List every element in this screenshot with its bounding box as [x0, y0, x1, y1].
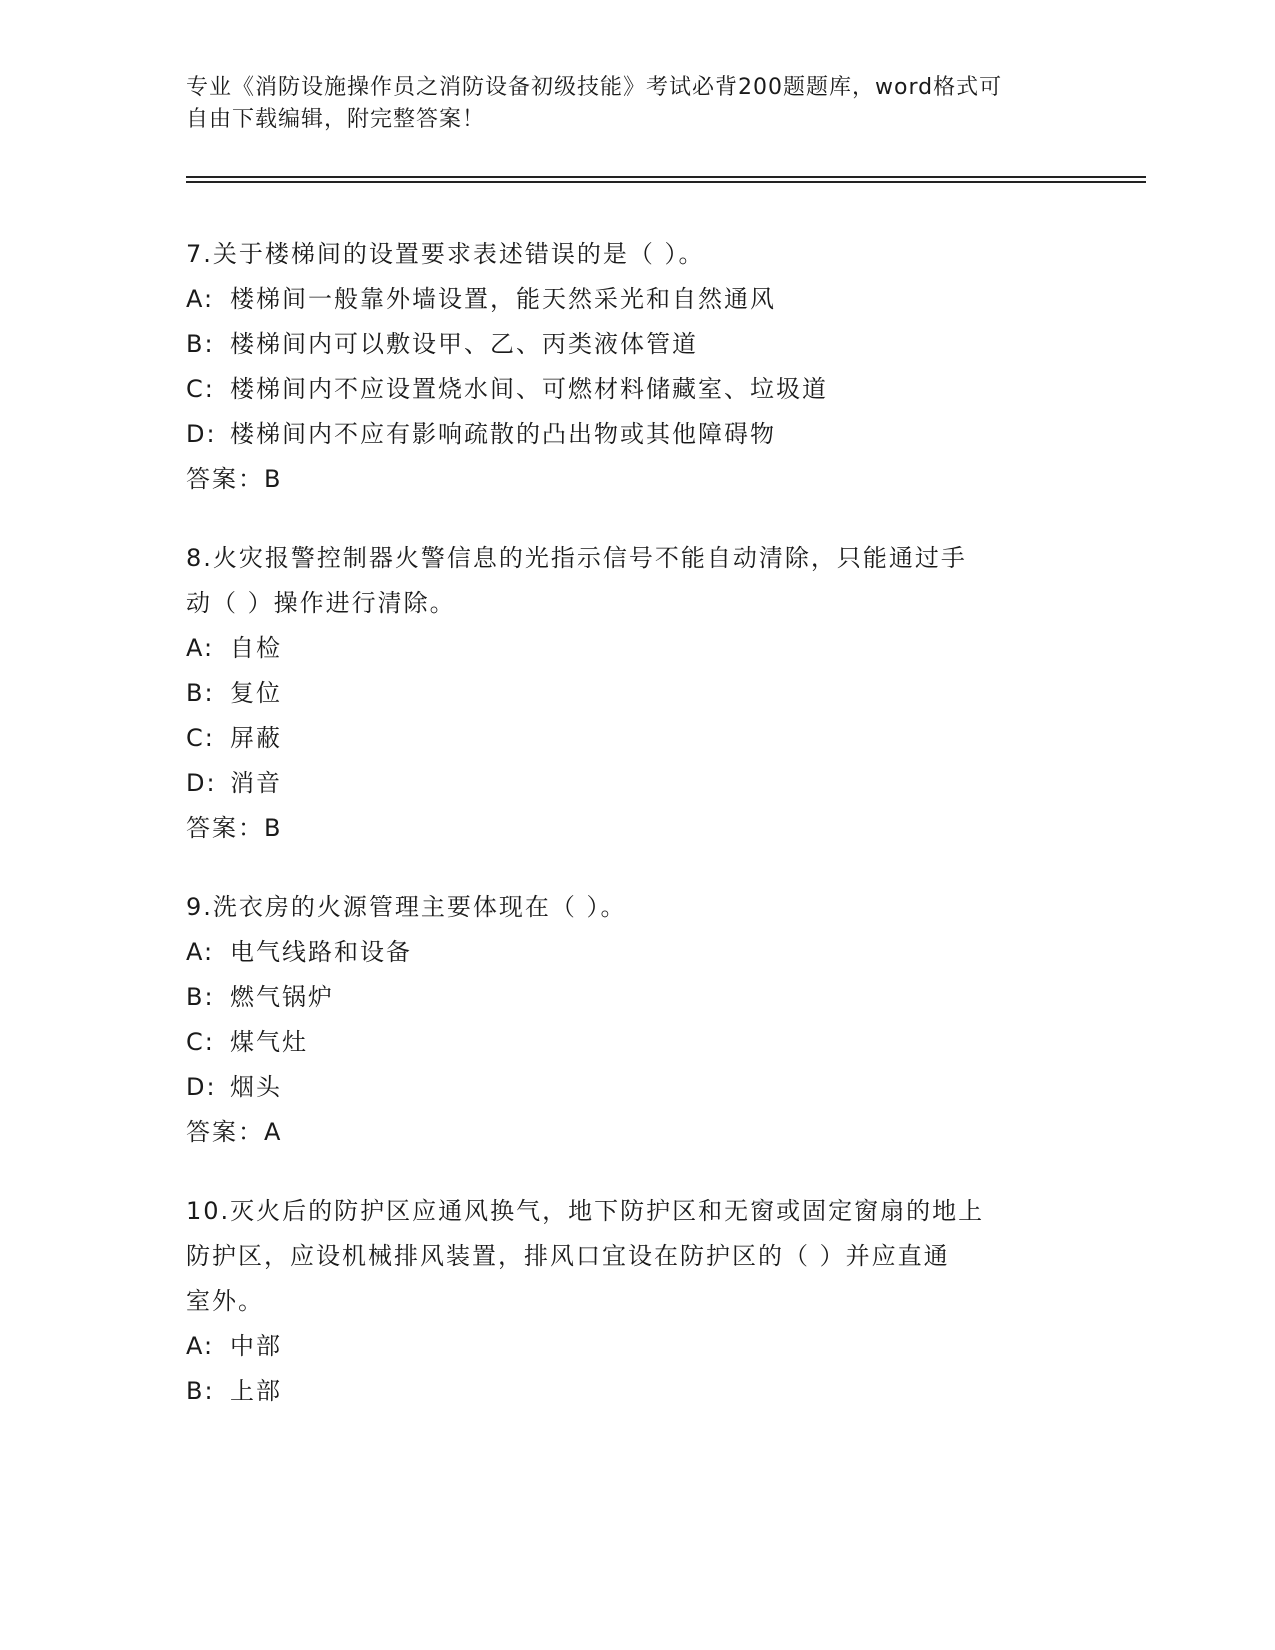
option-letter: B: — [186, 1377, 215, 1405]
option-b — [186, 671, 1086, 716]
option-b — [186, 322, 1086, 367]
option-letter: B: — [186, 983, 215, 1011]
question-item — [186, 1189, 1086, 1414]
option-d — [186, 1065, 1086, 1110]
option-letter: D: — [186, 420, 217, 448]
option-b — [186, 1369, 1086, 1414]
question-item — [186, 885, 1086, 1155]
option-text: 电气线路和设备 — [230, 938, 412, 966]
option-a — [186, 626, 1086, 671]
option-text: 中部 — [230, 1332, 282, 1360]
option-text: 煤气灶 — [230, 1028, 308, 1056]
option-text: 消音 — [230, 769, 282, 797]
question-stem: 9.洗衣房的火源管理主要体现在（ ）。 — [186, 893, 627, 921]
option-c — [186, 1020, 1086, 1065]
option-d — [186, 412, 1086, 457]
question-stem-line-2: 防护区，应设机械排风装置，排风口宜设在防护区的（ ）并应直通 — [186, 1242, 950, 1270]
option-text: 楼梯间内不应有影响疏散的凸出物或其他障碍物 — [230, 420, 776, 448]
header-divider-bottom — [186, 181, 1146, 183]
option-text: 上部 — [230, 1377, 282, 1405]
option-letter: C: — [186, 375, 215, 403]
header-line-2: 自由下载编辑，附完整答案！ — [186, 107, 486, 132]
option-d — [186, 761, 1086, 806]
question-item — [186, 232, 1086, 502]
question-stem-line-3: 室外。 — [186, 1287, 264, 1315]
header-divider-top — [186, 176, 1146, 178]
option-text: 自检 — [230, 634, 282, 662]
option-letter: D: — [186, 1073, 217, 1101]
question-list — [186, 232, 1086, 1448]
option-text: 楼梯间一般靠外墙设置，能天然采光和自然通风 — [230, 285, 776, 313]
option-letter: A: — [186, 938, 215, 966]
option-b — [186, 975, 1086, 1020]
option-c — [186, 716, 1086, 761]
answer-line: 答案：A — [186, 1118, 283, 1146]
option-letter: D: — [186, 769, 217, 797]
option-text: 复位 — [230, 679, 282, 707]
answer-line: 答案：B — [186, 465, 283, 493]
option-text: 楼梯间内不应设置烧水间、可燃材料储藏室、垃圾道 — [230, 375, 828, 403]
option-text: 烟头 — [230, 1073, 282, 1101]
question-stem-line-2: 动（ ）操作进行清除。 — [186, 589, 456, 617]
question-stem-line-1: 10.灭火后的防护区应通风换气，地下防护区和无窗或固定窗扇的地上 — [186, 1197, 985, 1225]
option-letter: C: — [186, 724, 215, 752]
option-a — [186, 277, 1086, 322]
document-header — [186, 72, 1066, 136]
question-stem: 7.关于楼梯间的设置要求表述错误的是（ ）。 — [186, 240, 705, 268]
option-letter: B: — [186, 679, 215, 707]
option-text: 燃气锅炉 — [230, 983, 334, 1011]
question-stem-line-1: 8.火灾报警控制器火警信息的光指示信号不能自动清除，只能通过手 — [186, 544, 967, 572]
option-letter: A: — [186, 285, 215, 313]
answer-line: 答案：B — [186, 814, 283, 842]
option-a — [186, 930, 1086, 975]
header-line-1: 专业《消防设施操作员之消防设备初级技能》考试必背200题题库，word格式可 — [186, 75, 1003, 100]
option-text: 楼梯间内可以敷设甲、乙、丙类液体管道 — [230, 330, 698, 358]
question-item — [186, 536, 1086, 851]
option-letter: A: — [186, 634, 215, 662]
option-letter: A: — [186, 1332, 215, 1360]
option-a — [186, 1324, 1086, 1369]
option-letter: C: — [186, 1028, 215, 1056]
option-c — [186, 367, 1086, 412]
option-text: 屏蔽 — [230, 724, 282, 752]
option-letter: B: — [186, 330, 215, 358]
